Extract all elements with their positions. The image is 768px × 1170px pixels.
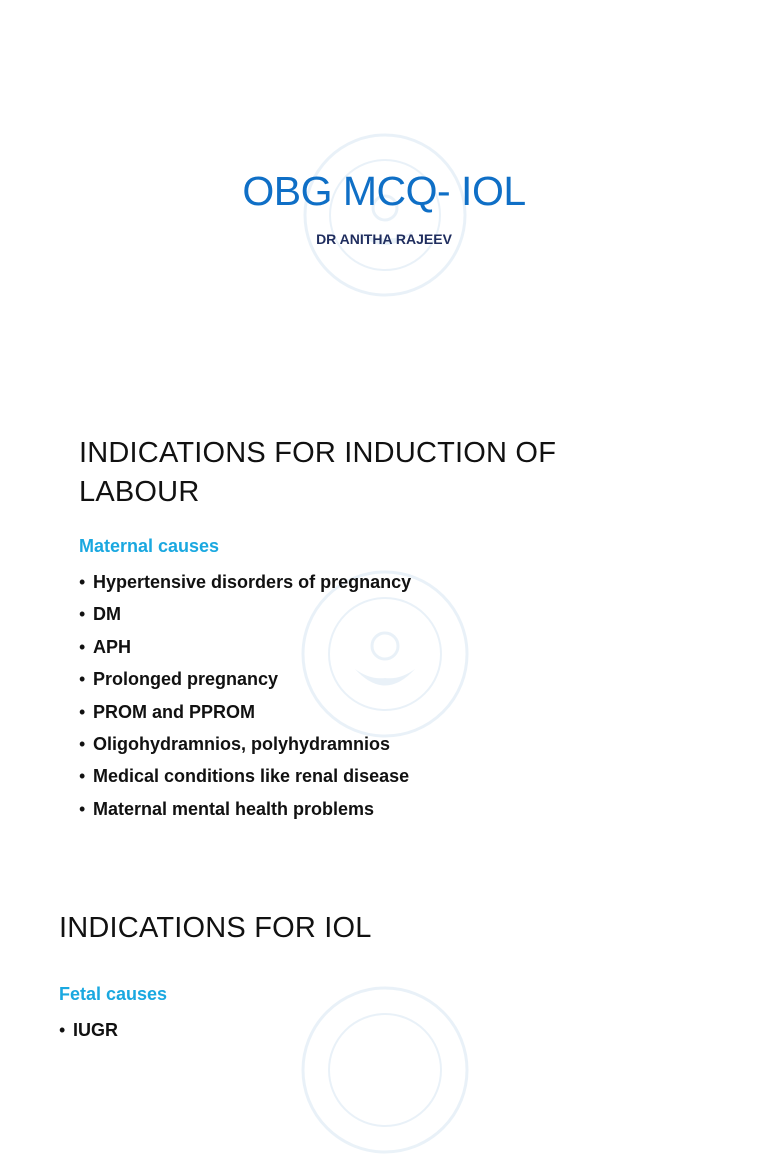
fetal-causes-list xyxy=(59,1014,118,1046)
bullet-icon: • xyxy=(79,669,86,690)
bullet-icon: • xyxy=(79,798,86,819)
bullet-icon: • xyxy=(79,701,86,722)
list-item xyxy=(79,566,411,598)
list-item-text: Oligohydramnios, polyhydramnios xyxy=(93,734,391,755)
list-item xyxy=(79,793,411,825)
slide-heading: INDICATIONS FOR IOL xyxy=(59,912,372,944)
deck-subtitle: DR ANITHA RAJEEV xyxy=(316,231,452,247)
list-item-text: Maternal mental health problems xyxy=(93,798,375,819)
slide-heading: INDICATIONS FOR INDUCTION OF LABOUR xyxy=(79,437,557,508)
bullet-icon: • xyxy=(79,636,86,657)
list-item xyxy=(79,663,411,695)
maternal-indications-slide xyxy=(0,384,768,844)
list-item-text: APH xyxy=(93,636,132,657)
list-item xyxy=(79,631,411,663)
bullet-icon: • xyxy=(59,1020,66,1040)
list-item-text: IUGR xyxy=(73,1020,118,1040)
list-item-text: Prolonged pregnancy xyxy=(93,669,279,690)
bullet-icon: • xyxy=(79,734,86,755)
list-item-text: DM xyxy=(93,604,121,625)
list-item xyxy=(79,728,411,760)
bullet-icon: • xyxy=(79,766,86,787)
watermark-logo-seal xyxy=(265,970,505,1170)
list-item xyxy=(79,598,411,630)
bullet-icon: • xyxy=(79,604,86,625)
list-item-text: Hypertensive disorders of pregnancy xyxy=(93,572,412,592)
list-item-text: PROM and PPROM xyxy=(93,701,256,722)
maternal-causes-list xyxy=(79,566,411,825)
maternal-causes-label: Maternal causes xyxy=(79,536,220,556)
watermark-logo-seal xyxy=(270,120,500,310)
bullet-icon: • xyxy=(79,572,86,592)
title-slide xyxy=(0,0,768,384)
list-item-text: Medical conditions like renal disease xyxy=(93,766,410,787)
list-item xyxy=(59,1014,118,1046)
list-item xyxy=(79,696,411,728)
deck-title: OBG MCQ- IOL xyxy=(242,168,526,214)
fetal-indications-slide xyxy=(0,860,768,1040)
fetal-causes-label: Fetal causes xyxy=(59,984,168,1004)
list-item xyxy=(79,760,411,792)
